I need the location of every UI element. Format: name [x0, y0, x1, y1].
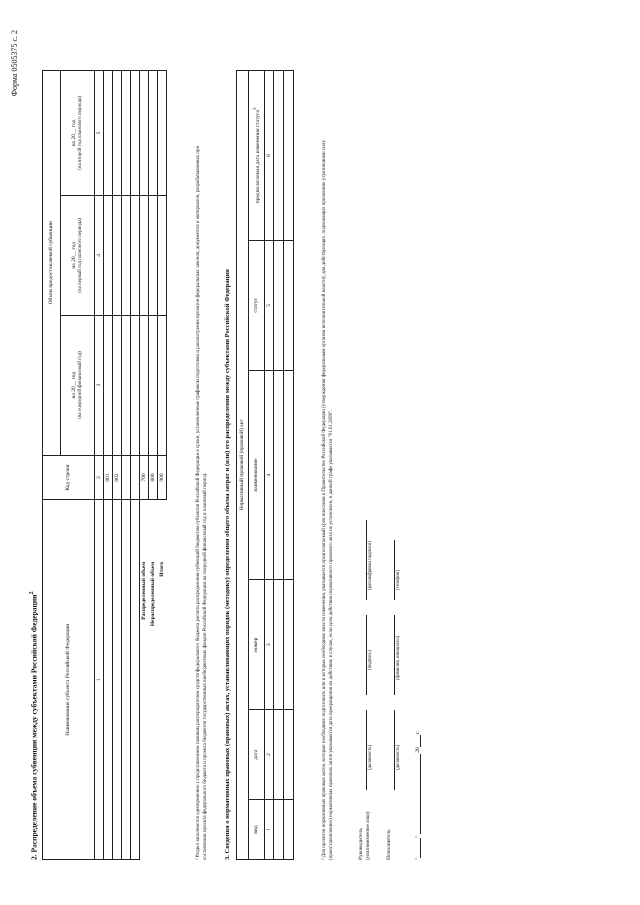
col-year1-header	[61, 315, 95, 455]
year3-sub: (на второй год планового периода)	[77, 96, 83, 170]
value-cell	[104, 315, 113, 455]
cell	[284, 71, 294, 241]
col-type-header: вид	[249, 800, 265, 860]
value-cell	[104, 195, 113, 315]
value-cell	[113, 71, 122, 196]
year2-label: на 20__ год	[71, 241, 78, 269]
value-cell	[131, 71, 140, 196]
value-cell	[131, 315, 140, 455]
label-spacer	[149, 500, 158, 560]
subject-cell	[104, 500, 113, 860]
table-row	[284, 71, 294, 860]
phone-caption: (телефон)	[396, 569, 401, 590]
cell	[274, 710, 284, 800]
section2-title-text: 2. Распределение объема субвенции между субъектами Российской Федерации	[29, 594, 39, 860]
executor-fio-line	[388, 615, 395, 695]
head-label: Руководитель	[358, 828, 364, 860]
col-code-header: Код строки	[43, 455, 95, 500]
table-row	[113, 71, 122, 860]
col-name-header: наименование	[249, 370, 265, 580]
col-volume-header: Объем предоставляемой субвенции	[43, 71, 61, 456]
num-col-5: 5	[265, 240, 274, 370]
subject-cell	[122, 500, 131, 860]
code-700: 700	[140, 455, 149, 500]
code-800: 800	[149, 455, 158, 500]
code-cell	[131, 455, 140, 500]
label-spacer	[140, 500, 149, 560]
value-cell	[149, 195, 158, 315]
executor-phone-line	[388, 540, 395, 600]
table-row-undistributed	[149, 71, 158, 860]
fio-caption: (фамилия, инициалы)	[396, 635, 401, 680]
value-cell	[140, 71, 149, 196]
cell	[274, 71, 284, 241]
table-row	[131, 71, 140, 860]
cell	[274, 370, 284, 580]
table-row	[274, 71, 284, 860]
year3-label: на 20__ год	[71, 119, 78, 147]
value-cell	[104, 71, 113, 196]
section3-table	[236, 70, 294, 860]
section2-title	[28, 591, 39, 860]
value-cell	[149, 315, 158, 455]
date-close-quote: "	[415, 835, 421, 838]
subject-cell	[113, 500, 122, 860]
cell	[284, 800, 294, 860]
value-cell	[158, 71, 167, 196]
value-cell	[113, 195, 122, 315]
footnote-section3: ³ Для проектов нормативных правовых актов, которые необходимо подготовить или в которые необходимо внести изменения, указывается предполагаемый срок внесения в Правительство Российской Федерации (утверждения федеральным органом исполнительной власти); для действующих, подлежащих признанию утратившими силу (приостановлению) нормативных правовых актов указывается дата прекращения их действия; в случае, если срок действия нормативного правового акта не установлен, в данной графе указывается "01.01.2099".	[322, 140, 334, 860]
value-cell	[158, 315, 167, 455]
cell	[284, 710, 294, 800]
head-decode-line	[360, 520, 367, 600]
code-cell: 001	[104, 455, 113, 500]
subject-cell	[131, 500, 140, 860]
col-date-header: дата	[249, 710, 265, 800]
form-code: Форма 0505375 с. 2	[10, 30, 19, 97]
date-suffix: г.	[415, 730, 421, 734]
label-spacer	[158, 500, 167, 560]
cell	[284, 240, 294, 370]
code-cell: 002	[113, 455, 122, 500]
code-900: 900	[158, 455, 167, 500]
signature-caption: (подпись)	[368, 650, 373, 670]
head-sub: (уполномоченное лицо)	[366, 811, 371, 860]
head-signature-line	[360, 615, 367, 695]
cell	[274, 580, 284, 710]
value-cell	[122, 71, 131, 196]
change-date-sup: 3	[251, 107, 257, 110]
num-col-4: 4	[95, 195, 104, 315]
num-col-1: 1	[265, 800, 274, 860]
table-row-total	[158, 71, 167, 860]
year2-sub: (на первый год планового периода)	[77, 217, 83, 293]
label-undistributed: Нераспределенный объем	[149, 561, 156, 627]
num-col-2: 2	[95, 455, 104, 500]
date-open-quote: "	[415, 857, 421, 860]
cell	[274, 240, 284, 370]
value-cell	[113, 315, 122, 455]
year1-label: на 20__ год	[71, 371, 78, 399]
code-cell	[122, 455, 131, 500]
cell	[274, 800, 284, 860]
section2-table	[42, 70, 167, 860]
table-row	[104, 71, 113, 860]
value-cell	[140, 195, 149, 315]
executor-position-caption: (должность)	[396, 744, 401, 770]
decode-caption: (расшифровка подписи)	[368, 541, 373, 590]
date-line	[414, 731, 421, 860]
date-day-line	[414, 835, 421, 858]
section2-title-sup: 2	[28, 591, 35, 595]
label-total: Итого	[158, 561, 165, 577]
num-col-3: 3	[95, 315, 104, 455]
num-col-3: 3	[265, 580, 274, 710]
col-subject-header: Наименование субъекта Российской Федерации	[43, 500, 95, 860]
num-col-6: 6	[265, 71, 274, 241]
value-cell	[140, 315, 149, 455]
num-col-4: 4	[265, 370, 274, 580]
year1-sub: (на очередной финансовый год)	[77, 351, 83, 419]
position-caption: (должность)	[368, 744, 373, 770]
section3-title: 3. Сведения о нормативных правовых (правовых) актах, устанавливающих порядок (методику) определения общего объема затрат и (или) его распределения между субъектами Российской Федерации	[224, 269, 231, 860]
value-cell	[131, 195, 140, 315]
value-cell	[122, 195, 131, 315]
date-year: 20	[415, 747, 421, 753]
value-cell	[158, 195, 167, 315]
rotated-form	[10, 30, 610, 890]
value-cell	[149, 71, 158, 196]
col-year3-header	[61, 71, 95, 196]
table-row	[122, 71, 131, 860]
col-change-date-header	[249, 71, 265, 241]
col-act-header: Нормативный правовой (правовой) акт	[237, 71, 249, 860]
executor-position-line	[388, 710, 395, 790]
change-date-label: предполагаемая дата изменения статуса	[254, 109, 261, 204]
date-month-line	[414, 754, 421, 834]
col-number-header: номер	[249, 580, 265, 710]
col-year2-header	[61, 195, 95, 315]
cell	[284, 580, 294, 710]
label-distributed: Распределенный объем	[141, 561, 148, 620]
table-row-distributed	[140, 71, 149, 860]
num-col-2: 2	[265, 710, 274, 800]
value-cell	[122, 315, 131, 455]
executor-label: Исполнитель	[386, 829, 392, 860]
num-col-1: 1	[95, 500, 104, 860]
col-status-header: статус	[249, 240, 265, 370]
cell	[284, 370, 294, 580]
num-col-5: 5	[95, 71, 104, 196]
head-position-line	[360, 710, 367, 790]
footnote-section2: ² Раздел заполняется одновременно с представлением главным распорядителем средств федерального бюджета расчета распределения субвенций бюджетам субъектов Российской Федерации в сроки, установленные графиком подготовки и рассмотрения проектов федеральных законов, документов и материалов, разрабатываемых при составлении проекта федерального бюджета и проекта бюджетов государственных внебюджетных фондов Российской Федерации на очередной финансовый год и плановый период.	[196, 145, 208, 860]
date-year-line	[414, 735, 421, 747]
